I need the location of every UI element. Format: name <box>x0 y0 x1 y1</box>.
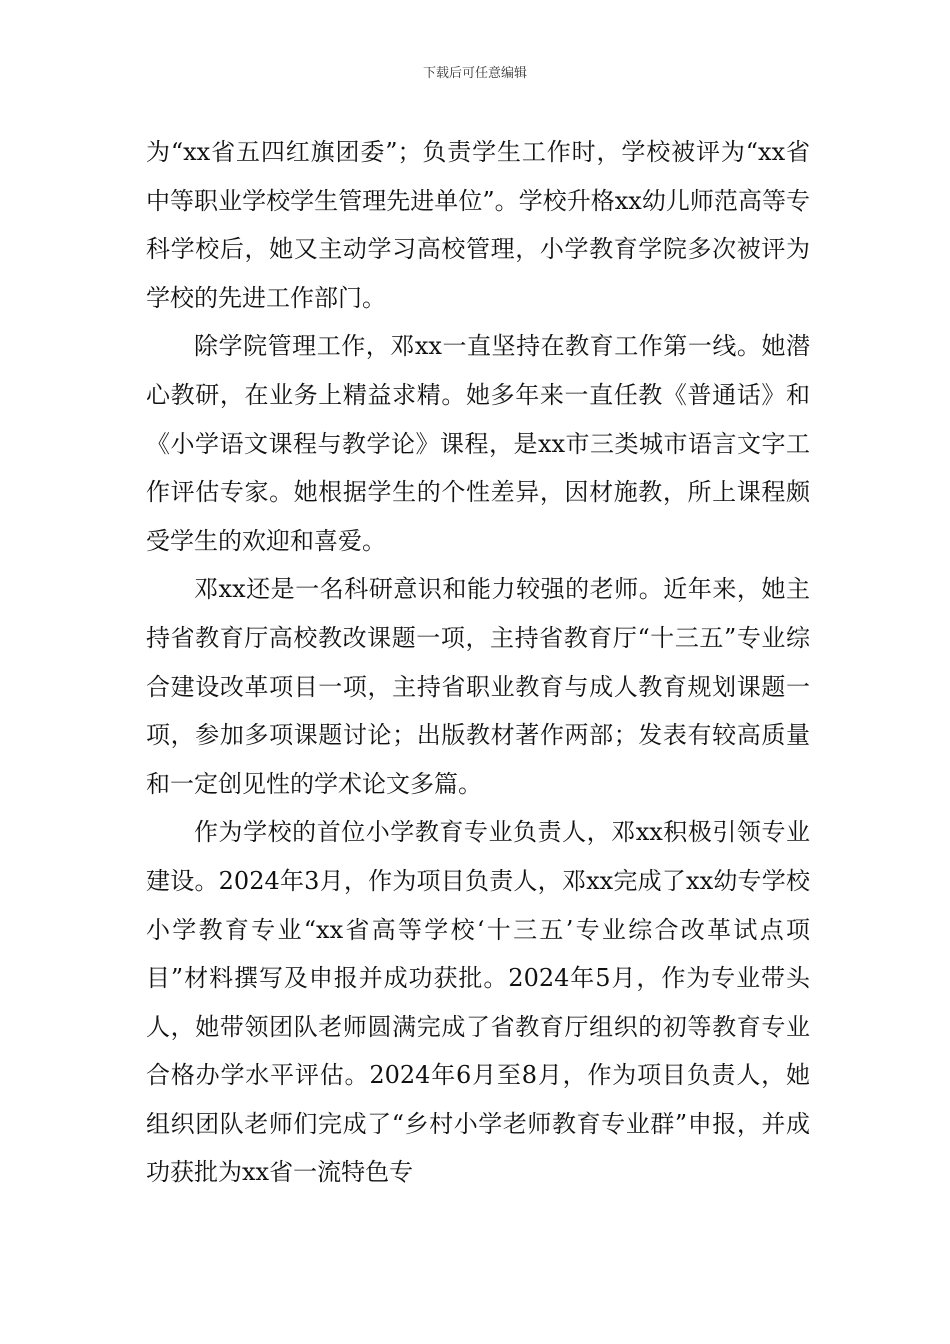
paragraph-4: 作为学校的首位小学教育专业负责人，邓xx积极引领专业建设。2024年3月，作为项目负责人，邓xx完成了xx幼专学校小学教育专业“xx省高等学校‘十三五’专业综合改革试点项目”材料撰写及申报并成功获批。2024年5月，作为专业带头人，她带领团队老师圆满完成了省教育厅组织的初等教育专业合格办学水平评估。2024年6月至8月，作为项目负责人，她组织团队老师们完成了“乡村小学老师教育专业群”申报，并成功获批为xx省一流特色专 <box>146 818 810 1187</box>
paragraph-2: 除学院管理工作，邓xx一直坚持在教育工作第一线。她潜心教研，在业务上精益求精。她多年来一直任教《普通话》和《小学语文课程与教学论》课程，是xx市三类城市语言文字工作评估专家。她根据学生的个性差异，因材施教，所上课程颇受学生的欢迎和喜爱。 <box>146 332 810 555</box>
paragraph-3: 邓xx还是一名科研意识和能力较强的老师。近年来，她主持省教育厅高校教改课题一项，主持省教育厅“十三五”专业综合建设改革项目一项，主持省职业教育与成人教育规划课题一项，参加多项课题讨论；出版教材著作两部；发表有较高质量和一定创见性的学术论文多篇。 <box>146 575 810 798</box>
paragraph-1: 为“xx省五四红旗团委”；负责学生工作时，学校被评为“xx省中等职业学校学生管理先进单位”。学校升格xx幼儿师范高等专科学校后，她又主动学习高校管理，小学教育学院多次被评为学校的先进工作部门。 <box>146 138 810 312</box>
page-header: 下载后可任意编辑 <box>422 66 527 81</box>
document-body <box>146 128 810 1197</box>
